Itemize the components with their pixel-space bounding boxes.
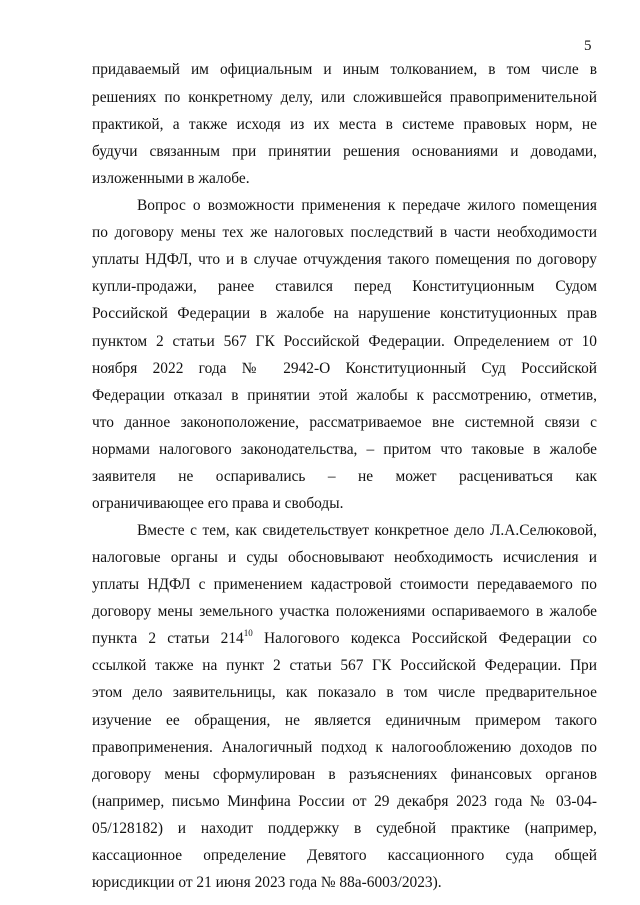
text-line: уплаты НДФЛ с применением кадастровой стоимости передаваемого по xyxy=(92,576,597,593)
text-line: что данное законоположение, рассматриваемое вне системной связи с xyxy=(92,414,597,431)
text-line: Федерации отказал в принятии этой жалобы к рассмотрению, отметив, xyxy=(92,387,597,404)
text-line: придаваемый им официальным и иным толкованием, в том числе в xyxy=(92,61,597,78)
page-number: 5 xyxy=(584,38,592,54)
text-line: 05/128182) и находит поддержку в судебной практике (например, xyxy=(92,820,597,837)
text-line: договору мены земельного участка положениями оспариваемого в жалобе xyxy=(92,603,597,620)
text-line: Вопрос о возможности применения к передаче жилого помещения xyxy=(137,197,597,214)
text-line: купли-продажи, ранее ставился перед Конституционным Судом xyxy=(92,278,597,295)
text-line: практикой, а также исходя из их места в системе правовых норм, не xyxy=(92,116,597,133)
text-line: кассационное определение Девятого кассационного суда общей xyxy=(92,847,597,864)
text-line: правоприменения. Аналогичный подход к налогообложению доходов по xyxy=(92,739,597,756)
text-line: по договору мены тех же налоговых последствий в части необходимости xyxy=(92,224,597,241)
text-line: Российской Федерации в жалобе на нарушение конституционных прав xyxy=(92,305,597,322)
text-line: решениях по конкретному делу, или сложившейся правоприменительной xyxy=(92,89,597,106)
text-line: договору мены сформулирован в разъяснениях финансовых органов xyxy=(92,766,597,783)
text-line: (например, письмо Минфина России от 29 декабря 2023 года № 03-04- xyxy=(92,793,597,810)
text-line: нормами налогового законодательства, – притом что таковые в жалобе xyxy=(92,441,597,458)
text-fragment: Налогового кодекса Российской Федерации со xyxy=(263,630,597,647)
text-line: Вместе с тем, как свидетельствует конкретное дело Л.А.Селюковой, xyxy=(137,522,597,539)
text-line: пунктом 2 статьи 567 ГК Российской Федерации. Определением от 10 xyxy=(92,333,597,350)
text-line xyxy=(92,629,597,649)
superscript-number: 10 xyxy=(243,628,253,638)
text-line: будучи связанным при принятии решения основаниями и доводами, xyxy=(92,143,597,160)
text-line: уплаты НДФЛ, что и в случае отчуждения такого помещения по договору xyxy=(92,251,597,268)
text-fragment: пункта 2 статьи 214 xyxy=(92,630,244,647)
text-line: юрисдикции от 21 июня 2023 года № 88а-6003/2023). xyxy=(92,874,442,891)
text-line: изучение ее обращения, не является единичным примером такого xyxy=(92,712,597,729)
text-line: ссылкой также на пункт 2 статьи 567 ГК Российской Федерации. При xyxy=(92,657,597,674)
text-line: ноября 2022 года № 2942-О Конституционный Суд Российской xyxy=(92,360,597,377)
text-line: изложенными в жалобе. xyxy=(92,170,250,187)
text-line: налоговые органы и суды обосновывают необходимость исчисления и xyxy=(92,549,597,566)
text-line: заявителя не оспаривались – не может расцениваться как xyxy=(92,468,597,485)
text-line: ограничивающее его права и свободы. xyxy=(92,495,344,512)
text-line: этом дело заявительницы, как показало в том числе предварительное xyxy=(92,684,597,701)
